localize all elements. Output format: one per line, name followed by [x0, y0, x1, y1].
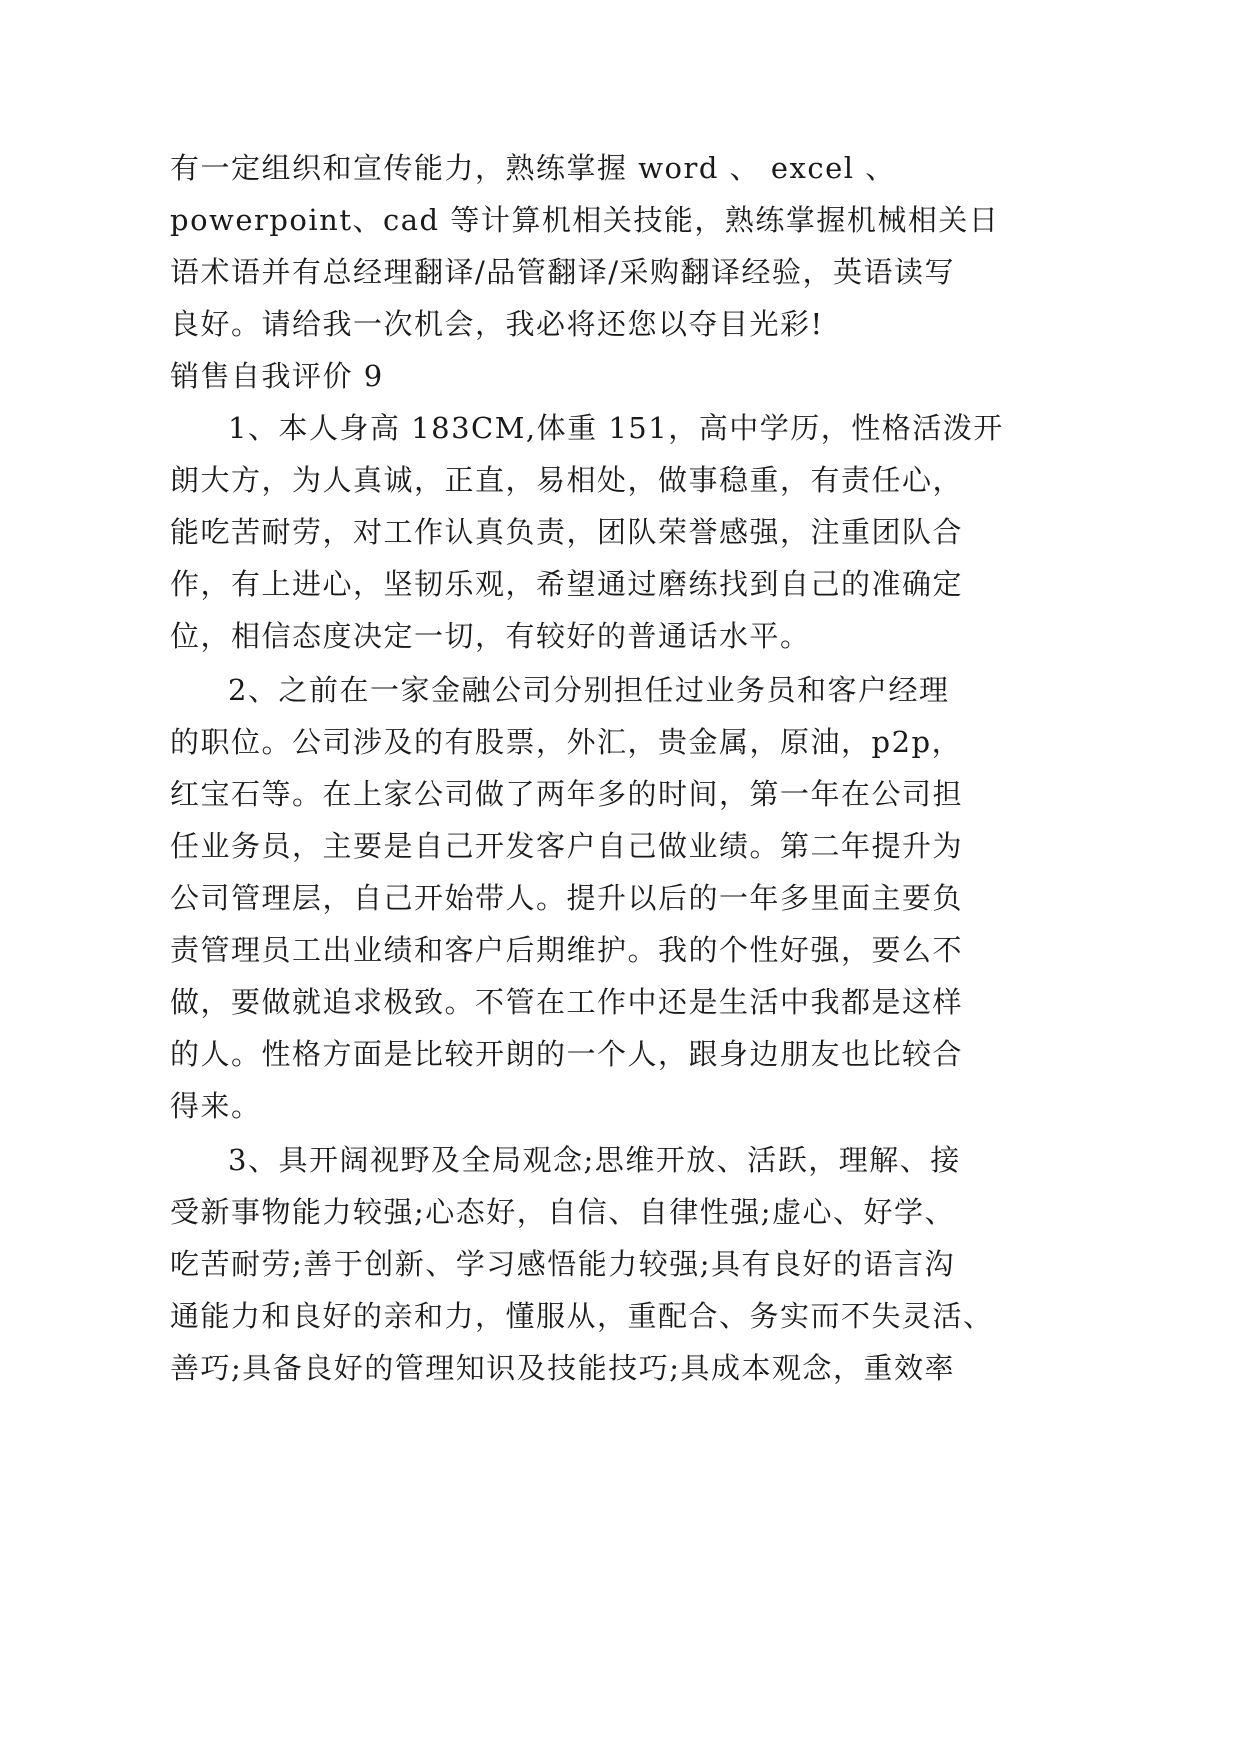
paragraph-1-line: 能吃苦耐劳，对工作认真负责，团队荣誉感强，注重团队合: [170, 515, 964, 549]
body-line: 语术语并有总经理翻译/品管翻译/采购翻译经验，英语读写: [170, 255, 956, 289]
paragraph-2-line: 的人。性格方面是比较开朗的一个人，跟身边朋友也比较合: [170, 1037, 964, 1071]
paragraph-2-line: 红宝石等。在上家公司做了两年多的时间，第一年在公司担: [170, 777, 964, 811]
body-line: 良好。请给我一次机会，我必将还您以夺目光彩!: [170, 307, 824, 341]
paragraph-1-line: 作，有上进心，坚韧乐观，希望通过磨练找到自己的准确定: [170, 567, 964, 601]
paragraph-1-line: 1、本人身高 183CM,体重 151，高中学历，性格活泼开: [228, 411, 1004, 445]
paragraph-3-line: 通能力和良好的亲和力，懂服从，重配合、务实而不失灵活、: [170, 1299, 994, 1333]
paragraph-3-line: 3、具开阔视野及全局观念;思维开放、活跃，理解、接: [228, 1143, 961, 1177]
paragraph-2-line: 做，要做就追求极致。不管在工作中还是生活中我都是这样: [170, 985, 964, 1019]
paragraph-2-line: 责管理员工出业绩和客户后期维护。我的个性好强，要么不: [170, 933, 964, 967]
paragraph-3-line: 受新事物能力较强;心态好，自信、自律性强;虚心、好学、: [170, 1195, 956, 1229]
body-line: 有一定组织和宣传能力，熟练掌握 word 、 excel 、: [170, 151, 896, 185]
paragraph-2-line: 得来。: [170, 1089, 262, 1123]
body-line: powerpoint、cad 等计算机相关技能，熟练掌握机械相关日: [170, 203, 1000, 237]
paragraph-3-line: 吃苦耐劳;善于创新、学习感悟能力较强;具有良好的语言沟: [170, 1247, 956, 1281]
paragraph-2-line: 任业务员，主要是自己开发客户自己做业绩。第二年提升为: [170, 829, 964, 863]
paragraph-2-line: 的职位。公司涉及的有股票，外汇，贵金属，原油，p2p，: [170, 725, 963, 759]
paragraph-1-line: 朗大方，为人真诚，正直，易相处，做事稳重，有责任心，: [170, 463, 964, 497]
paragraph-3-line: 善巧;具备良好的管理知识及技能技巧;具成本观念，重效率: [170, 1351, 956, 1385]
paragraph-2-line: 2、之前在一家金融公司分别担任过业务员和客户经理: [228, 673, 950, 707]
paragraph-1-line: 位，相信态度决定一切，有较好的普通话水平。: [170, 619, 811, 653]
section-heading: 销售自我评价 9: [170, 359, 384, 393]
paragraph-2-line: 公司管理层，自己开始带人。提升以后的一年多里面主要负: [170, 881, 964, 915]
